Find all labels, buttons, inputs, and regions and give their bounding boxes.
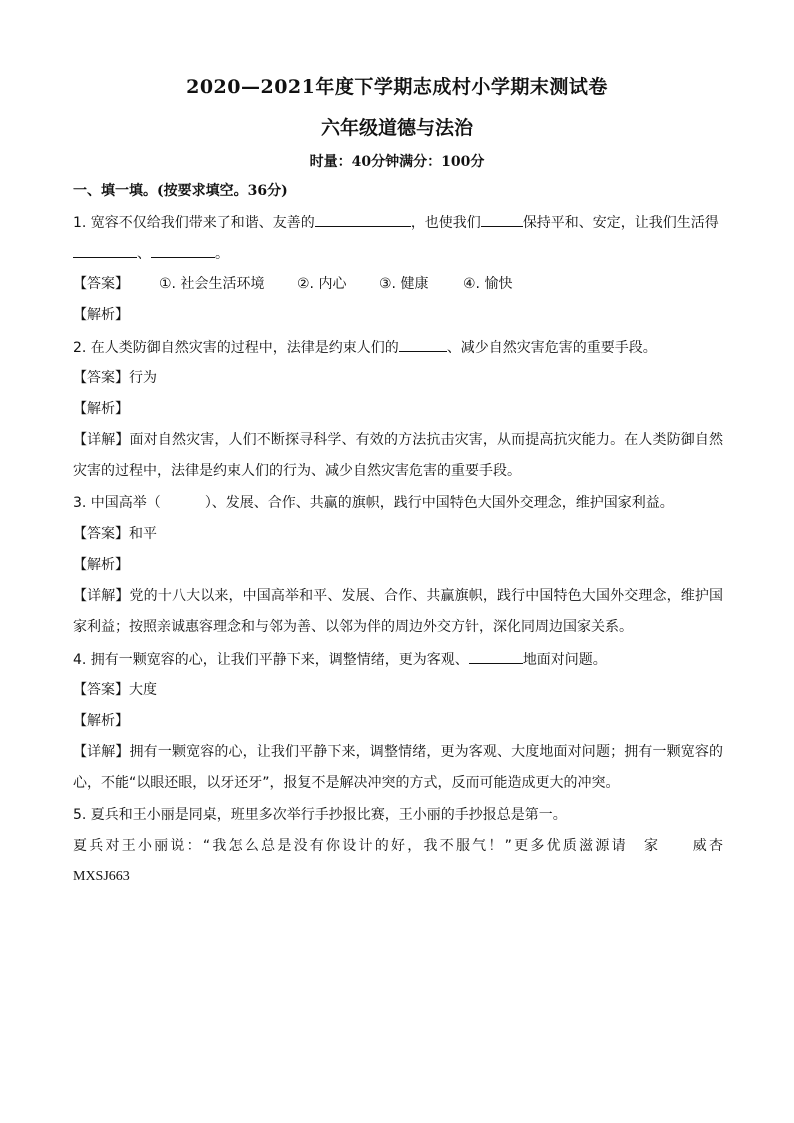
q4-answer-row (73, 680, 723, 700)
q3-detail-line-2: 家利益；按照亲诚惠容理念和与邻为善、以邻为伴的周边外交方针，深化同周边国家关系。 (73, 619, 633, 635)
q3-answer: 和平 (129, 526, 157, 542)
q2-detail-line-2: 灾害的过程中，法律是约束人们的行为、减少自然灾害危害的重要手段。 (73, 463, 521, 479)
question-2 (73, 337, 723, 358)
q2-analysis-label: 【解析】 (73, 401, 129, 417)
q1-text-d: 、 (137, 246, 151, 262)
q4-detail-line-2: 心，不能“以眼还眼，以牙还牙”，报复不是解决冲突的方式，反而可能造成更大的冲突。 (73, 775, 620, 791)
q2-text-a: 2. 在人类防御自然灾害的过程中，法律是约束人们的 (73, 340, 399, 356)
q4-blank (469, 649, 523, 664)
q4-detail-line-1 (73, 742, 723, 762)
answer-label: 【答案】 (73, 276, 129, 292)
q3-detail-text-1: 党的十八大以来，中国高举和平、发展、合作、共赢旗帜，践行中国特色大国外交理念，维护国 (129, 588, 724, 604)
q1-blank-4 (151, 243, 215, 258)
detail-label: 【详解】 (73, 744, 130, 760)
q3-detail-line-1 (73, 586, 723, 606)
q3-answer-row (73, 524, 723, 544)
answer-label: 【答案】 (73, 526, 129, 542)
q2-blank (399, 337, 447, 352)
q1-answer-3: ③. 健康 (379, 276, 429, 292)
question-1-line-1 (73, 212, 723, 233)
q2-detail-text-1: 面对自然灾害，人们不断探寻科学、有效的方法抗击灾害，从而提高抗灾能力。在人类防御自然 (129, 432, 724, 448)
question-5-line-2: 夏兵对王小丽说：“我怎么总是没有你设计的好，我不服气！”更多优质滋源请 家 威杏 (73, 838, 723, 854)
q1-text-e: 。 (215, 246, 229, 262)
question-5-line-1: 5. 夏兵和王小丽是同桌，班里多次举行手抄报比赛，王小丽的手抄报总是第一。 (73, 807, 567, 823)
q1-text-a: 1. 宽容不仅给我们带来了和谐、友善的 (73, 215, 315, 231)
q4-analysis-label: 【解析】 (73, 713, 129, 729)
exam-title: 2020—2021年度下学期志成村小学期末测试卷 (186, 76, 608, 98)
q1-blank-3 (73, 243, 137, 258)
q4-detail-text-1: 拥有一颗宽容的心，让我们平静下来，调整情绪，更为客观、大度地面对问题；拥有一颗宽容的 (129, 744, 724, 760)
q1-text-c: 保持平和、安定，让我们生活得 (522, 215, 719, 231)
q1-answer-2: ②. 内心 (297, 276, 347, 292)
q1-answer-row (73, 274, 723, 294)
exam-subtitle: 六年级道德与法治 (320, 117, 473, 139)
q1-answer-1: ①. 社会生活环境 (159, 276, 265, 292)
detail-label: 【详解】 (73, 432, 130, 448)
q2-text-b: 、减少自然灾害危害的重要手段。 (446, 340, 657, 356)
q1-text-b: ，也使我们 (410, 215, 481, 231)
q4-text-a: 4. 拥有一颗宽容的心，让我们平静下来，调整情绪，更为客观、 (73, 652, 469, 668)
q2-detail-line-1 (73, 430, 723, 450)
q3-text-a: 3. 中国高举（ (73, 495, 161, 511)
exam-meta: 时量：40分钟满分：100分 (309, 154, 485, 170)
q3-text-b: ）、发展、合作、共赢的旗帜，践行中国特色大国外交理念，维护国家利益。 (204, 495, 674, 511)
q1-answer-4: ④. 愉快 (463, 276, 513, 292)
q1-blank-1 (315, 212, 411, 227)
question-4 (73, 649, 723, 670)
q1-blank-2 (481, 212, 523, 227)
question-3 (73, 493, 723, 513)
q4-text-b: 地面对问题。 (522, 652, 607, 668)
q1-analysis-label: 【解析】 (73, 307, 129, 323)
question-1-line-2 (73, 243, 723, 264)
detail-label: 【详解】 (73, 588, 130, 604)
q4-answer: 大度 (129, 682, 157, 698)
answer-label: 【答案】 (73, 370, 129, 386)
q2-answer: 行为 (129, 370, 157, 386)
section-heading: 一、填一填。(按要求填空。36分) (73, 183, 288, 199)
question-5-line-3: MXSJ663 (73, 869, 130, 884)
answer-label: 【答案】 (73, 682, 129, 698)
q2-answer-row (73, 368, 723, 388)
q3-analysis-label: 【解析】 (73, 557, 129, 573)
